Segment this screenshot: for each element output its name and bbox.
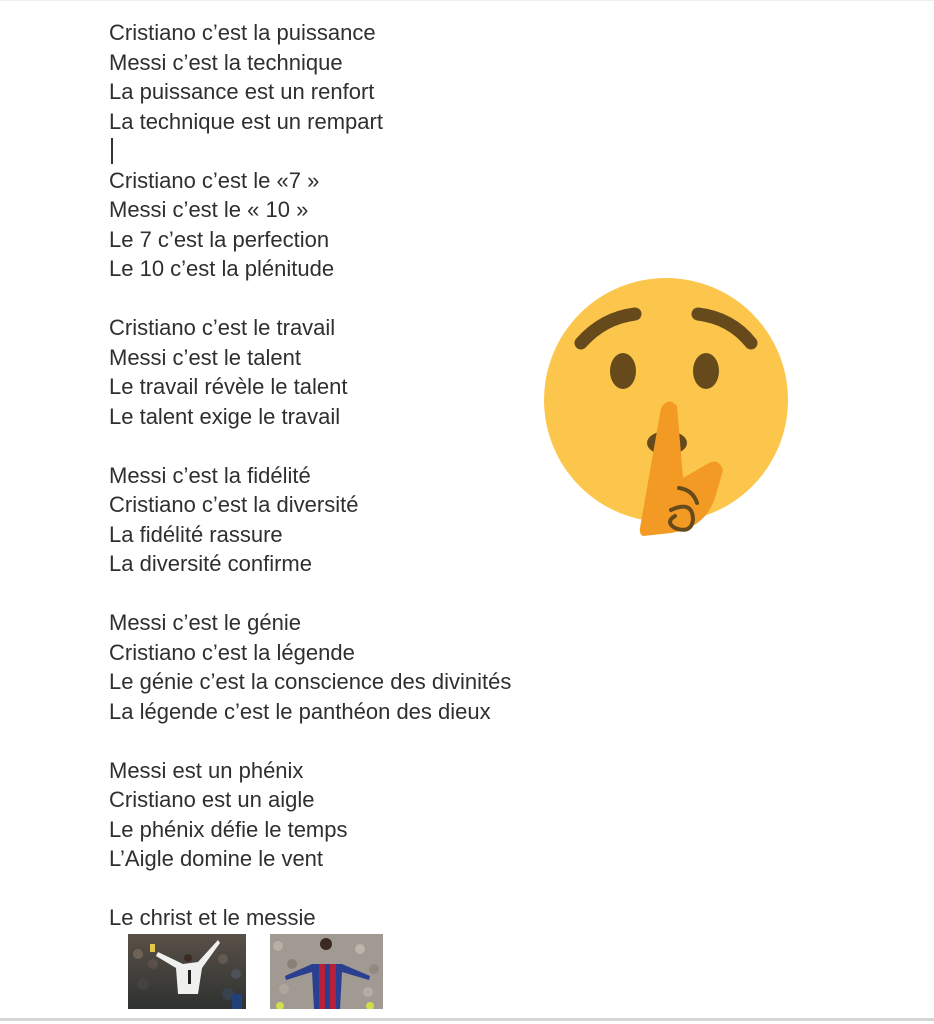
poem-line: Cristiano c’est la diversité xyxy=(109,492,359,517)
poem-line: Cristiano c’est le «7 » xyxy=(109,167,320,193)
poem-line: Le 7 c’est la perfection xyxy=(109,226,330,252)
poem-line: Le talent exige le travail xyxy=(109,403,341,429)
poem-line: Messi est un phénix xyxy=(109,757,304,783)
empty-line-with-cursor xyxy=(109,136,511,166)
poem-line: Le 10 c’est la plénitude xyxy=(109,256,335,281)
top-divider xyxy=(0,0,934,1)
poem-line: La technique est un rempart xyxy=(109,108,383,134)
blank-line xyxy=(109,579,511,609)
closing-line: Le christ et le messie xyxy=(109,905,316,930)
poem-line: Le phénix défie le temps xyxy=(109,816,348,842)
poem-line: Messi c’est le talent xyxy=(109,344,301,370)
blank-line xyxy=(109,726,511,756)
poem-line: La légende c’est le panthéon des dieux xyxy=(109,698,491,724)
blank-line xyxy=(109,874,511,904)
poem-line: Le génie c’est la conscience des divinités xyxy=(109,669,512,694)
poem-line: Messi c’est la technique xyxy=(109,49,343,75)
poem-line: Cristiano c’est le travail xyxy=(109,315,336,340)
poem-line: La fidélité rassure xyxy=(109,521,283,547)
poem-line: Messi c’est la fidélité xyxy=(109,462,311,488)
poem-line: Messi c’est le génie xyxy=(109,610,301,635)
shushing-face-emoji-icon xyxy=(543,278,789,538)
poem-line: Cristiano c’est la puissance xyxy=(109,20,376,45)
poem-text[interactable] xyxy=(109,18,511,933)
poem-line: Cristiano est un aigle xyxy=(109,787,315,812)
poem-line: La diversité confirme xyxy=(109,551,312,576)
poem-line: L’Aigle domine le vent xyxy=(109,846,324,871)
blank-line xyxy=(109,431,511,461)
messi-photo[interactable] xyxy=(270,934,383,1009)
poem-line: Le travail révèle le talent xyxy=(109,374,348,399)
cristiano-photo[interactable] xyxy=(128,934,246,1009)
blank-line xyxy=(109,284,511,314)
poem-line: Messi c’est le « 10 » xyxy=(109,197,309,222)
poem-line: Cristiano c’est la légende xyxy=(109,639,355,665)
text-cursor xyxy=(111,138,113,164)
poem-line: La puissance est un renfort xyxy=(109,79,375,104)
